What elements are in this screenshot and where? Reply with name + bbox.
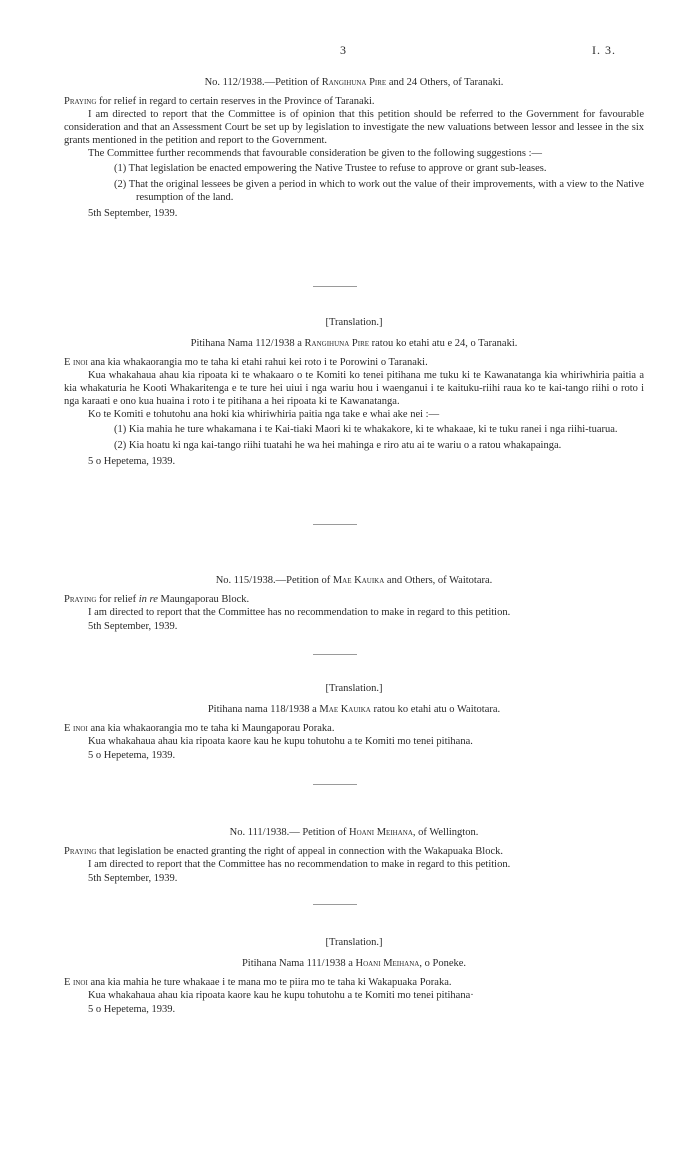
date: 5 o Hepetema, 1939. — [88, 1004, 176, 1015]
translation-label: [Translation.] — [325, 683, 383, 694]
list-item: (1) That legislation be enacted empowering the Native Trustee to refuse to approve or grant sub-leases. — [114, 163, 547, 174]
translation-112-title: Pitihana Nama 112/1938 a Rangihuna Pire ratou ko etahi atu e 24, o Taranaki. — [190, 338, 518, 349]
translation-115 — [64, 682, 644, 762]
petition-115 — [64, 574, 644, 633]
petition-112 — [64, 76, 644, 220]
petition-111 — [64, 826, 644, 885]
paragraph: I am directed to report that the Committee has no recommendation to make in regard to this petition. — [88, 607, 511, 618]
date: 5 o Hepetema, 1939. — [88, 750, 176, 761]
praying-line: Praying for relief in re Maungaporau Block. — [64, 594, 250, 605]
translation-111 — [64, 936, 644, 1016]
paragraph: The Committee further recommends that favourable consideration be given to the following suggestions :— — [88, 148, 543, 159]
paragraph: Ko te Komiti e tohutohu ana hoki kia whiriwhiria paitia nga take e whai ake nei :— — [88, 409, 440, 420]
divider — [313, 286, 357, 287]
translation-111-title: Pitihana Nama 111/1938 a Hoani Meihana, o Poneke. — [241, 958, 467, 969]
opening-line: E inoi ana kia mahia he ture whakaae i te mana mo te piira mo te taha ki Wakapuaka Poraka. — [64, 977, 452, 988]
opening-line: E inoi ana kia whakaorangia mo te taha ki etahi rahui kei roto i te Porowini o Taranaki. — [64, 357, 428, 368]
petition-112-title: No. 112/1938.—Petition of Rangihuna Pire and 24 Others, of Taranaki. — [204, 77, 504, 88]
translation-label: [Translation.] — [325, 317, 383, 328]
translation-label: [Translation.] — [325, 937, 383, 948]
paragraph: Kua whakahaua ahau kia ripoata kaore kau he kupu tohutohu a te Komiti mo tenei pitihana· — [88, 990, 474, 1001]
list-item: (2) That the original lessees be given a period in which to work out the value of their improvements, with a view to the Native resumption of the land. — [114, 179, 644, 203]
list-item: (1) Kia mahia he ture whakamana i te Kai-tiaki Maori ki te whakakore, ki te whakaae, ki te tuku ranei i nga riihi-tuarua. — [114, 424, 618, 435]
date: 5th September, 1939. — [88, 208, 178, 219]
divider — [313, 784, 357, 785]
translation-112 — [64, 316, 644, 468]
petitioner-name: Rangihuna Pire — [304, 338, 370, 349]
divider — [313, 524, 357, 525]
praying-line: Praying that legislation be enacted granting the right of appeal in connection with the Wakapuaka Block. — [64, 846, 504, 857]
petitioner-name: Mae Kauika — [332, 575, 385, 586]
petitioner-name: Rangihuna Pire — [321, 77, 387, 88]
paragraph: I am directed to report that the Committee has no recommendation to make in regard to this petition. — [88, 859, 511, 870]
list-item: (2) Kia hoatu ki nga kai-tango riihi tuatahi he wa hei mahinga e riro atu ai te wariu o a ratou whakapainga. — [114, 440, 562, 451]
document-reference: I. 3. — [592, 43, 616, 57]
page-number: 3 — [340, 43, 346, 57]
date: 5th September, 1939. — [88, 621, 178, 632]
praying-line: Praying for relief in regard to certain reserves in the Province of Taranaki. — [64, 96, 375, 107]
paragraph: Kua whakahaua ahau kia ripoata ki te whakaaro o te Komiti ko tenei pitihana me tuku ki te Kawanatanga kia whiriwhiria paitia a kia whakaturia he Kooti Whakaritenga e te ture hei uiui i nga wariu hou i waenganui i te kaituku-riihi raua ko te kai-tango riihi o roto i nga karaati e ono kua huaina i roto i te pitihana a hei ripoata ki te Kawanatanga. — [64, 370, 644, 407]
petition-115-title: No. 115/1938.—Petition of Mae Kauika and Others, of Waitotara. — [215, 575, 493, 586]
translation-115-title: Pitihana nama 118/1938 a Mae Kauika ratou ko etahi atu o Waitotara. — [207, 704, 501, 715]
date: 5th September, 1939. — [88, 873, 178, 884]
date: 5 o Hepetema, 1939. — [88, 456, 176, 467]
divider — [313, 654, 357, 655]
paragraph: Kua whakahaua ahau kia ripoata kaore kau he kupu tohutohu a te Komiti mo tenei pitihana. — [88, 736, 473, 747]
paragraph: I am directed to report that the Committee is of opinion that this petition should be referred to the Government for favourable consideration and that an Assessment Court be set up by legislation to investigate the new valuations between lessor and lessee in the six grants mentioned in the petition and report to the Government. — [64, 109, 644, 146]
petitioner-name: Mae Kauika — [319, 704, 371, 715]
petition-111-title: No. 111/1938.— Petition of Hoani Meihana, of Wellington. — [229, 827, 479, 838]
petitioner-name: Hoani Meihana — [349, 827, 413, 838]
opening-line: E inoi ana kia whakaorangia mo te taha ki Maungaporau Poraka. — [64, 723, 335, 734]
petitioner-name: Hoani Meihana — [355, 958, 420, 969]
divider — [313, 904, 357, 905]
